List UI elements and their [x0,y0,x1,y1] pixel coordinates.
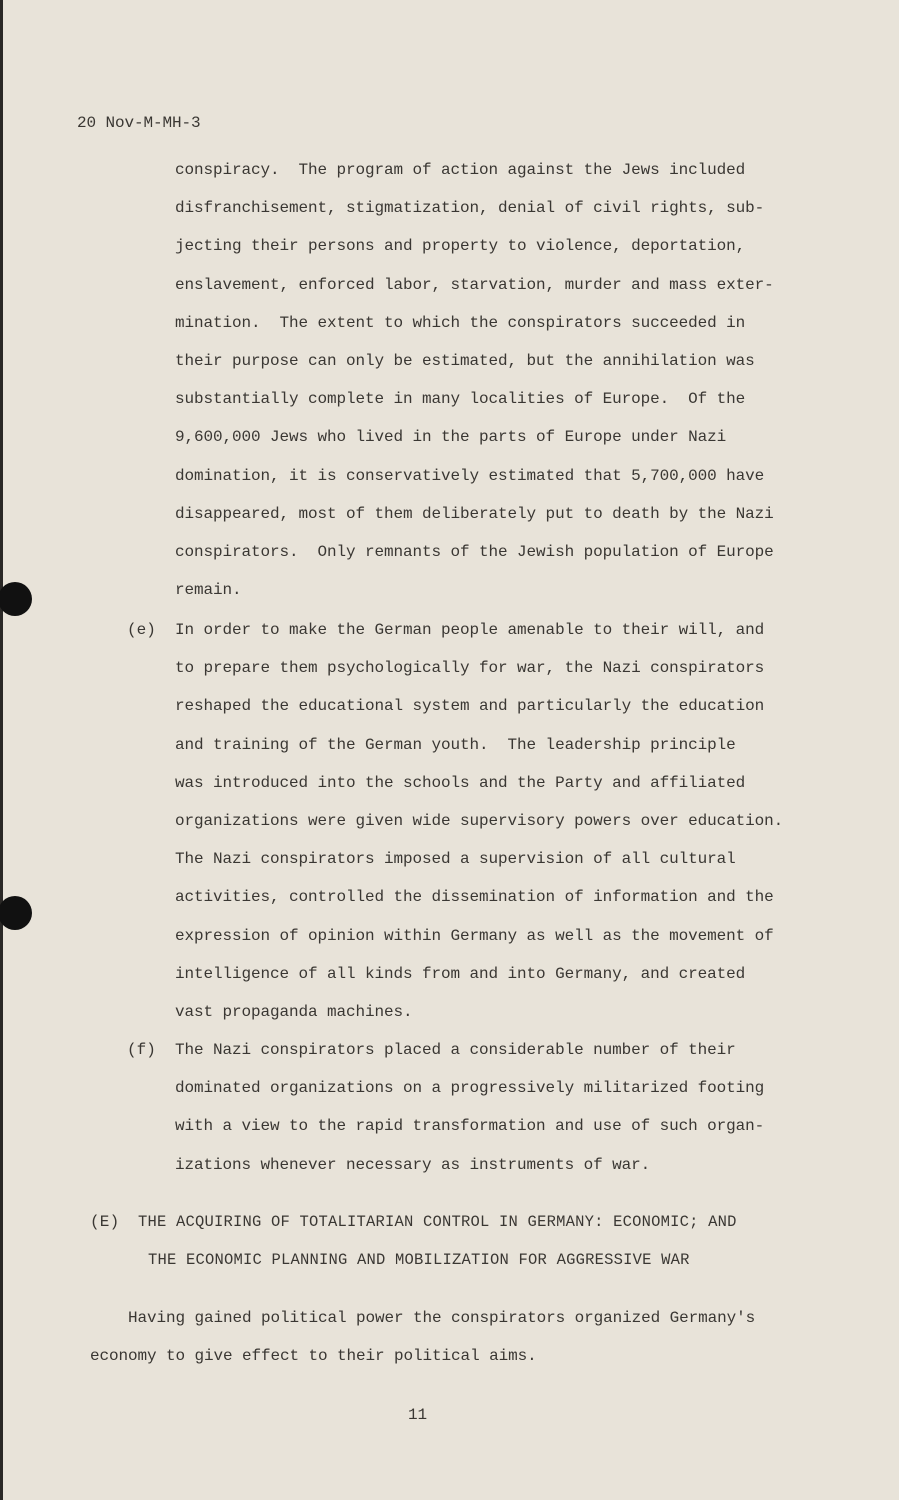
text-line: reshaped the educational system and particularly the education [175,697,765,716]
text-line: mination. The extent to which the conspirators succeeded in [175,313,746,332]
text-line: The Nazi conspirators imposed a supervision of all cultural [175,850,736,869]
text-line: with a view to the rapid transformation and use of such organ- [175,1117,765,1136]
text-line: 9,600,000 Jews who lived in the parts of Europe under Nazi [175,428,727,447]
text-line: conspirators. Only remnants of the Jewish population of Europe [175,543,774,561]
text-line: was introduced into the schools and the Party and affiliated [175,773,746,792]
text-line: disappeared, most of them deliberately put to death by the Nazi [175,504,774,523]
text-line: In order to make the German people amenable to their will, and [175,621,765,639]
punch-hole [0,896,32,930]
text-line: intelligence of all kinds from and into Germany, and created [175,964,746,983]
text-line: and training of the German youth. The leadership principle [175,735,736,754]
text-line: domination, it is conservatively estimated that 5,700,000 have [175,466,765,485]
text-line: THE ECONOMIC PLANNING AND MOBILIZATION FOR AGGRESSIVE WAR [148,1251,690,1270]
page-edge [0,0,3,1500]
text-line: substantially complete in many localities of Europe. Of the [175,390,746,409]
text-line: remain. [175,581,242,600]
text-line: disfranchisement, stigmatization, denial of civil rights, sub- [175,199,765,218]
text-line: conspiracy. The program of action against the Jews included [175,161,746,179]
text-line: vast propaganda machines. [175,1003,413,1021]
text-line: to prepare them psychologically for war, the Nazi conspirators [175,659,765,678]
text-line: organizations were given wide supervisory powers over education. [175,812,784,830]
text-line: Having gained political power the conspirators organized Germany's [128,1309,756,1327]
text-line: their purpose can only be estimated, but the annihilation was [175,352,755,370]
text-line: jecting their persons and property to violence, deportation, [175,237,746,256]
section-marker: (E) [90,1213,120,1231]
item-marker-f: (f) [127,1041,156,1059]
text-line: izations whenever necessary as instruments of war. [175,1155,651,1174]
punch-hole [0,582,32,616]
document-reference: 20 Nov-M-MH-3 [77,114,201,132]
text-line: THE ACQUIRING OF TOTALITARIAN CONTROL IN GERMANY: ECONOMIC; AND [138,1213,737,1231]
text-line: dominated organizations on a progressively militarized footing [175,1079,765,1098]
text-line: expression of opinion within Germany as well as the movement of [175,926,774,945]
text-line: enslavement, enforced labor, starvation, murder and mass exter- [175,275,774,294]
text-line: The Nazi conspirators placed a considerable number of their [175,1041,736,1059]
page-number: 11 [408,1406,428,1424]
text-line: economy to give effect to their political aims. [90,1347,537,1366]
item-marker-e: (e) [127,621,156,639]
text-line: activities, controlled the dissemination of information and the [175,888,774,907]
